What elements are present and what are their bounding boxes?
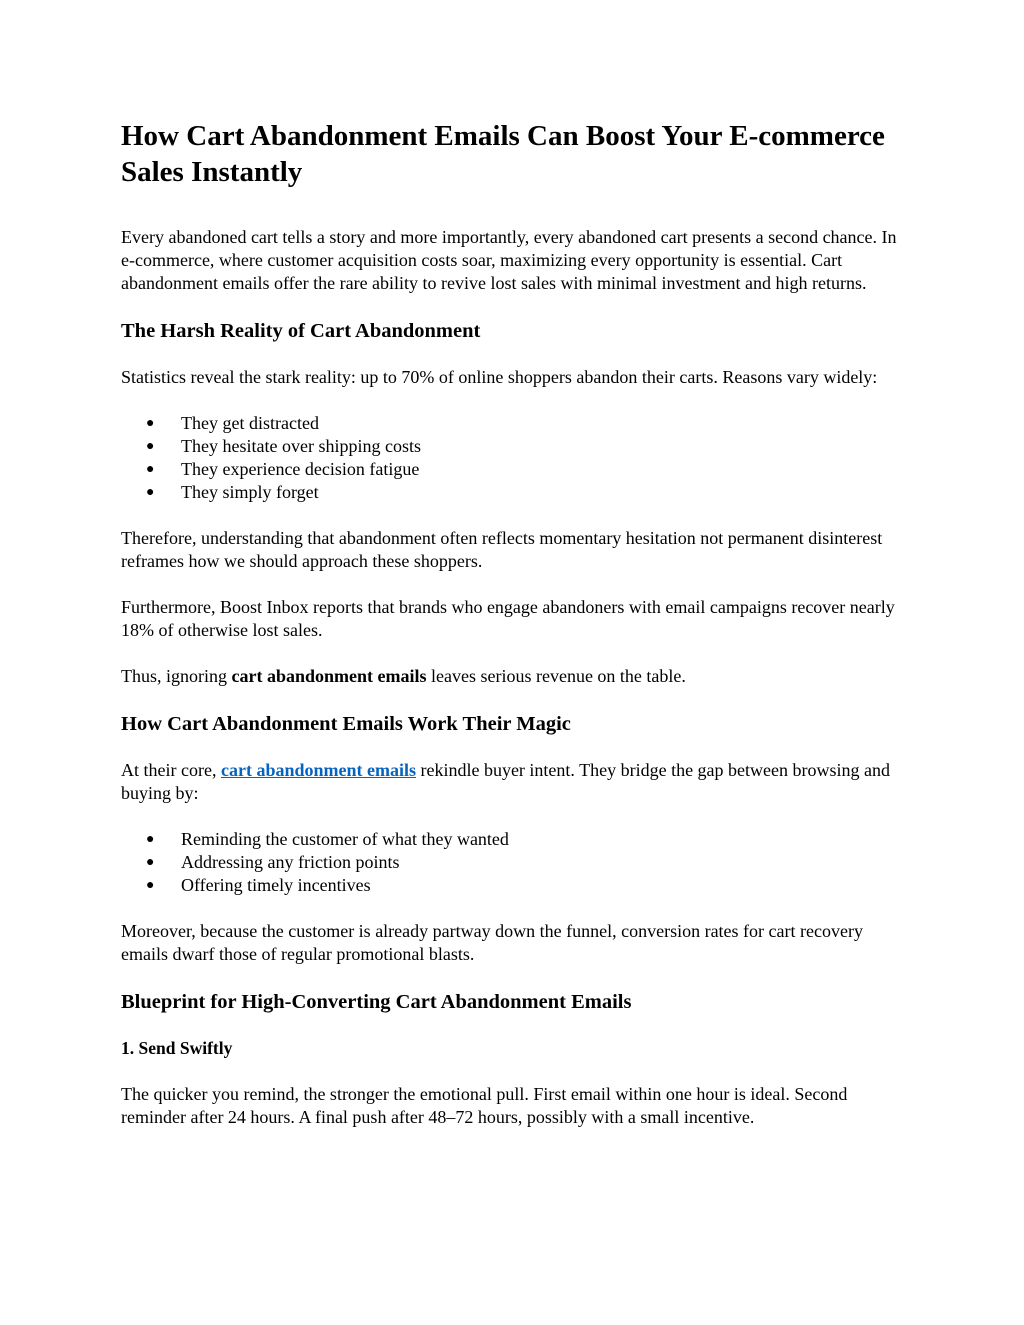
section-heading-how-they-work: How Cart Abandonment Emails Work Their Magic <box>121 713 571 735</box>
bullet-icon: ● <box>146 416 155 431</box>
bullet-icon: ● <box>146 878 155 893</box>
core-paragraph: At their core, cart abandonment emails rekindle buyer intent. They bridge the gap between browsing and buying by: <box>121 760 890 803</box>
bullet-icon: ● <box>146 439 155 454</box>
boost-inbox-paragraph: Furthermore, Boost Inbox reports that brands who engage abandoners with email campaigns recover nearly 18% of otherwise lost sales. <box>121 597 895 640</box>
bold-phrase: cart abandonment emails <box>231 666 427 686</box>
bullet-icon: ● <box>146 832 155 847</box>
intro-paragraph: Every abandoned cart tells a story and more importantly, every abandoned cart presents a second chance. In e-commerce, where customer acquisition costs soar, maximizing every opportunity is essential. Cart abandonment emails offer the rare ability to revive lost sales with minimal investment and high returns. <box>121 227 897 293</box>
cart-abandonment-emails-link[interactable]: cart abandonment emails <box>220 760 416 780</box>
therefore-paragraph: Therefore, understanding that abandonment often reflects momentary hesitation not permanent disinterest reframes how we should approach these shoppers. <box>121 528 883 571</box>
list-item: ● Addressing any friction points <box>146 852 400 872</box>
section-heading-harsh-reality: The Harsh Reality of Cart Abandonment <box>121 320 481 342</box>
section-heading-blueprint: Blueprint for High-Converting Cart Abandonment Emails <box>121 991 632 1013</box>
statistics-paragraph: Statistics reveal the stark reality: up to 70% of online shoppers abandon their carts. Reasons vary widely: <box>121 367 878 387</box>
list-item: ● They hesitate over shipping costs <box>146 436 421 456</box>
list-item: ● They simply forget <box>146 482 319 502</box>
send-swiftly-paragraph: The quicker you remind, the stronger the emotional pull. First email within one hour is ideal. Second reminder after 24 hours. A final push after 48–72 hours, possibly with a small incentive. <box>121 1084 848 1127</box>
reasons-list <box>121 412 911 504</box>
bullet-icon: ● <box>146 462 155 477</box>
thus-paragraph: Thus, ignoring cart abandonment emails leaves serious revenue on the table. <box>121 666 686 686</box>
moreover-paragraph: Moreover, because the customer is already partway down the funnel, conversion rates for cart recovery emails dwarf those of regular promotional blasts. <box>121 921 863 964</box>
list-item: ● They experience decision fatigue <box>146 459 420 479</box>
list-item: ● Reminding the customer of what they wanted <box>146 829 509 849</box>
document-page <box>121 118 911 1152</box>
bullet-icon: ● <box>146 855 155 870</box>
page-title: How Cart Abandonment Emails Can Boost Your E-commerce Sales Instantly <box>121 120 885 188</box>
list-item: ● Offering timely incentives <box>146 875 371 895</box>
bridge-gap-list <box>121 828 911 897</box>
list-item: ● They get distracted <box>146 413 319 433</box>
bullet-icon: ● <box>146 485 155 500</box>
subheading-send-swiftly: 1. Send Swiftly <box>121 1038 233 1058</box>
